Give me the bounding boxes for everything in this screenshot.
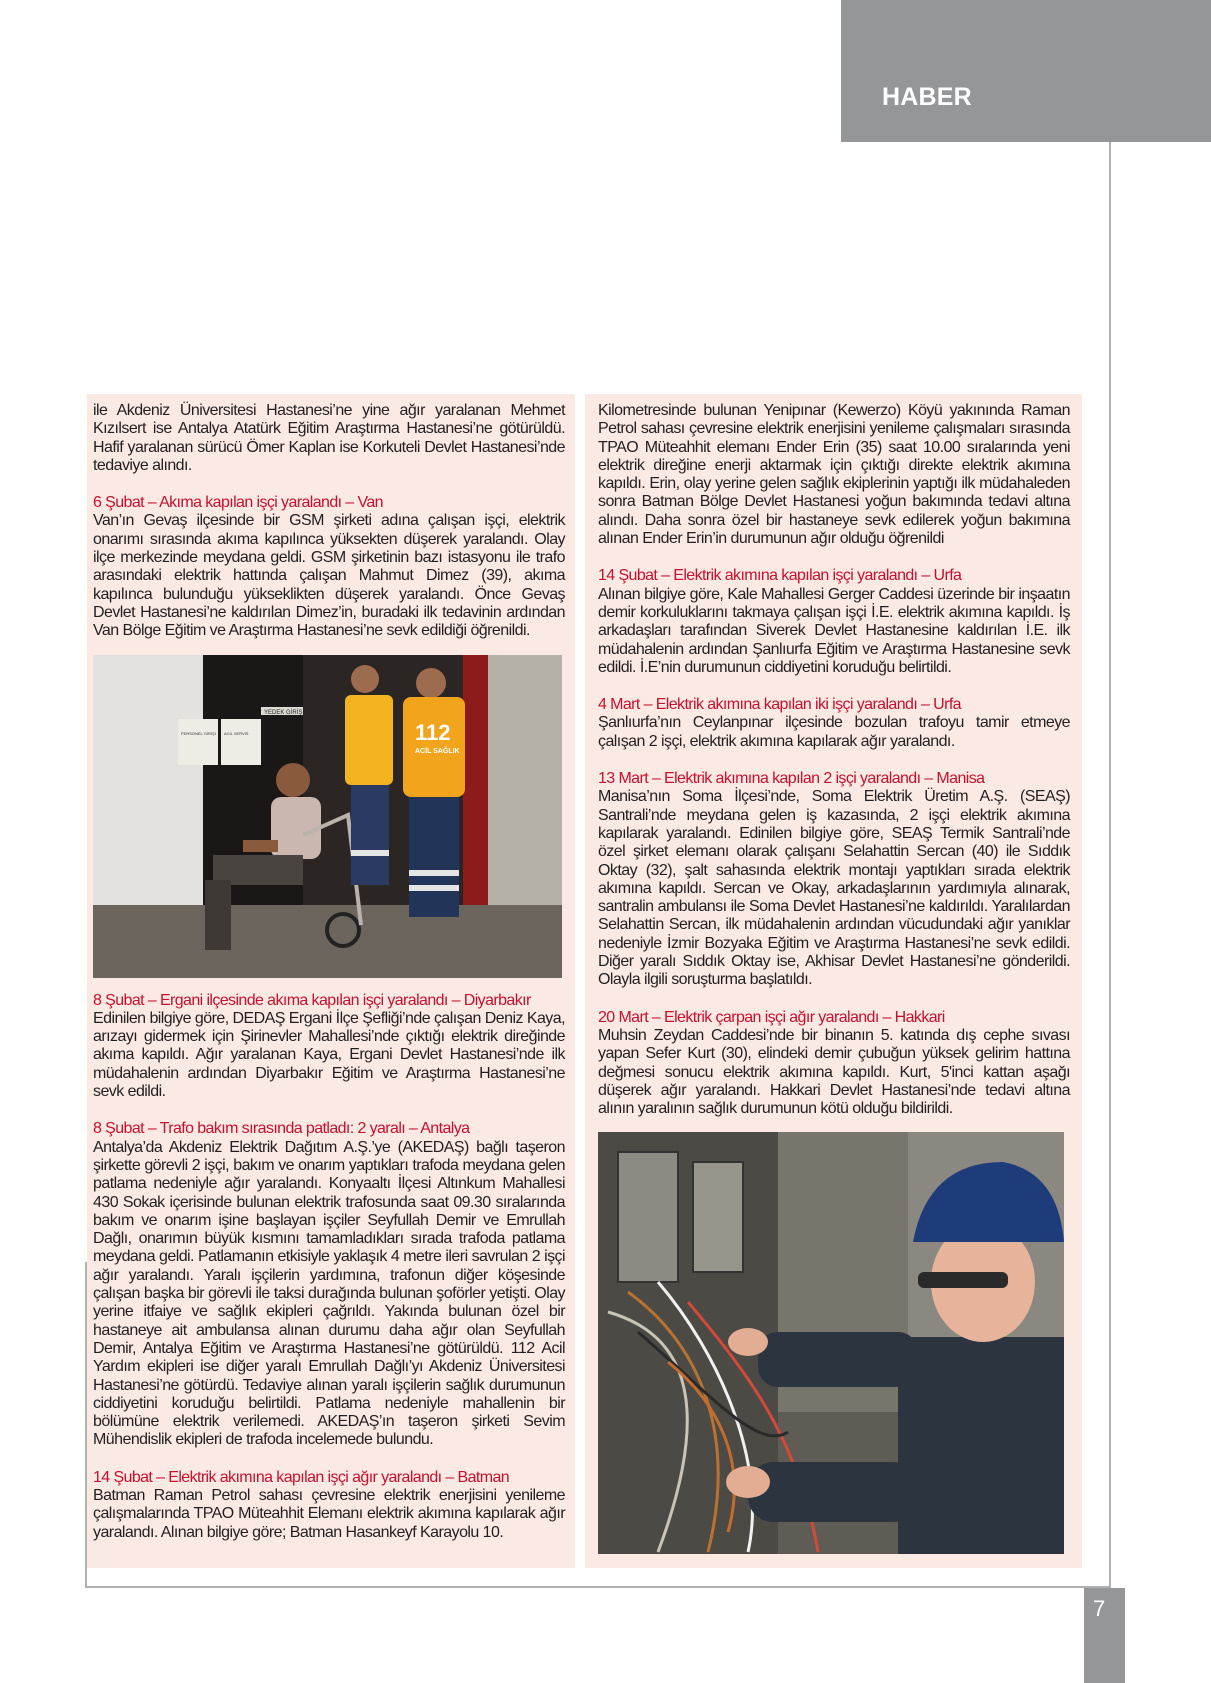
article-title-diyarbakir: 8 Şubat – Ergani ilçesinde akıma kapılan işçi yaralandı – Diyarbakır	[93, 991, 531, 1009]
article-body-manisa: Manisa’nın Soma İlçesi’nde, Soma Elektrik Üretim A.Ş. (SEAŞ) Santrali’nde meydana gelen iş kazasında, 2 işçi elektrik akımına kapılarak yaralandı. Edinilen bilgiye göre, SEAŞ Termik Santrali’nde özel şirket elemanı olarak çalışanı Selahattin Sercan (40) ile Sıddık Oktay (32), şalt sahasında elektrik montajı yaptıkları sırada elektrik akımına kapıldı. Sercan ve Okay, arkadaşlarının yardımıyla alınarak, santralin ambulansı ile Soma Devlet Hastanesi’ne kaldırıldı. Yaralılardan Selahattin Sercan, ilk müdahalenin ardından vücudundaki ağır yanıklar nedeniyle İzmir Bozyaka Eğitim ve Araştırma Hastanesi’ne sevk edildi. Diğer yaralı Sıddık Oktay ise, Akhisar Devlet Hastanesi’ne gönderildi. Olayla ilgili soruşturma başlatıldı.	[598, 788, 1070, 989]
right-border-line	[1109, 142, 1111, 1594]
photo-sign-staff: PERSONEL GİRİŞİ	[181, 730, 216, 736]
vest-acil-saglik-label: ACİL SAĞLIK	[415, 747, 460, 755]
ambulance-photo	[93, 655, 562, 978]
article-body-antalya: Antalya’da Akdeniz Elektrik Dağıtım A.Ş.’ye (AKEDAŞ) bağlı taşeron şirkette görevli 2 işçi, bakım ve onarım yaptıkları trafoda meydana gelen patlama nedeniyle ağır yaralandı. Konyaaltı İlçesi Altınkum Mahallesi 430 Sokak içerisinde bulunan elektrik trafosunda saat 09.30 sıralarında bakım ve onarım işine başlayan işçiler Seyfullah Demir ve Emrullah Dağlı, onarımın büyük kısmını tamamladıkları sırada trafoda patlama meydana geldi. Patlamanın etkisiyle yaklaşık 4 metre ileri savrulan 2 işçi ağır yaralandı. Yaralı işçilerin yardımına, trafonun diğer köşesinde çalışan başka bir görevli ile taksi durağında bulunan şoförler yetişti. Olay yerine itfaiye ve sağlık ekipleri çağrıldı. Yakında bulunan özel bir hastaneye ait ambulansa alınan durumu daha ağır olan Seyfullah Demir, Antalya Eğitim ve Araştırma Hastanesi’ne götürüldü. 112 Acil Yardım ekipleri ise diğer yaralı Emrullah Dağlı’yı Akdeniz Üniversitesi Hastanesi’ne götürdü. Tedaviye alınan yaralı işçilerin sağlık durumunun ciddiyetini koruduğu belirtildi. Patlama nedeniyle mahallenin bir bölümüne elektrik verilemedi. AKEDAŞ’ın taşeron şirketi Sevim Mühendislik ekipleri de trafoda incelemede bulundu.	[93, 1138, 565, 1449]
article-body-urfa-1: Alınan bilgiye göre, Kale Mahallesi Gerger Caddesi üzerinde bir inşaatın demir korkuluklarını takmaya çalışan işçi İ.E. elektrik akımına kapıldı. İş arkadaşları tarafından Siverek Devlet Hastanesine kaldırılan İ.E. ilk müdahalenin ardından Şanlıurfa Eğitim ve Araştırma Hastanesine sevk edildi. İ.E’nin durumunun ciddiyetini koruduğu belirtildi.	[598, 585, 1070, 676]
article-title-urfa-1: 14 Şubat – Elektrik akımına kapılan işçi yaralandı – Urfa	[598, 567, 962, 585]
article-title-batman: 14 Şubat – Elektrik akımına kapılan işçi ağır yaralandı – Batman	[93, 1468, 510, 1486]
left-column	[87, 394, 575, 1568]
ambulance-photo-illustration	[93, 655, 562, 978]
article-title-antalya: 8 Şubat – Trafo bakım sırasında patladı: 2 yaralı – Antalya	[93, 1120, 470, 1138]
vest-112-label: 112	[415, 719, 451, 745]
bottom-border-line	[85, 1586, 1111, 1588]
article-title-urfa-2: 4 Mart – Elektrik akımına kapılan iki işçi yaralandı – Urfa	[598, 696, 961, 714]
article-body-urfa-2: Şanlıurfa’nın Ceylanpınar ilçesinde bozulan trafoyu tamir etmeye çalışan 2 işçi, elektrik akımına kapılarak ağır yaralandı.	[598, 714, 1070, 750]
article-body-van: Van’ın Gevaş ilçesinde bir GSM şirketi adına çalışan işçi, elektrik onarımı sırasında akıma kapılınca yüksekten düşerek yaralandı. Olay ilçe merkezinde meydana geldi. GSM şirketinin bazı istasyonu ile trafo arasındaki elektrik hattında çalışan Mahmut Dimez (39), akıma kapılınca bulunduğu yükseklikten düşerek yaralandı. Önce Gevaş Devlet Hastanesi’ne kaldırılan Dimez’in, buradaki ilk tedavinin ardından Van Bölge Eğitim ve Araştırma Hastanesi’ne sevk edildiği öğrenildi.	[93, 512, 565, 640]
page-number-tab	[1084, 1588, 1125, 1683]
electrician-photo	[598, 1132, 1064, 1554]
section-title: HABER	[882, 83, 972, 111]
electrician-photo-illustration	[598, 1132, 1064, 1554]
article-body-batman: Batman Raman Petrol sahası çevresine elektrik enerjisini yenileme çalışmalarında TPAO Müteahhit Elemanı elektrik akımına kapılarak ağır yaralandı. Alınan bilgiye göre; Batman Hasankeyf Karayolu 10.	[93, 1486, 565, 1541]
article-body-diyarbakir: Edinilen bilgiye göre, DEDAŞ Ergani İlçe Şefliği’nde çalışan Deniz Kaya, arızayı gidermek için Şirinevler Mahallesi’nde çıktığı elektrik direğinde akıma kapıldı. Ağır yaralanan Kaya, Ergani Devlet Hastanesi’nde ilk müdahalenin ardından Diyarbakır Eğitim ve Araştırma Hastanesi’ne sevk edildi.	[93, 1009, 565, 1101]
article-title-manisa: 13 Mart – Elektrik akımına kapılan 2 işçi yaralandı – Manisa	[598, 770, 985, 788]
article-body-hakkari: Muhsin Zeydan Caddesi’nde bir binanın 5. katında dış cephe sıvası yapan Sefer Kurt (30), elindeki demir çubuğun yüksek gelirim hattına değmesi sonucu elektrik akımına kapıldı. Kurt, 5'inci kattan aşağı düşerek ağır yaralandı. Hakkari Devlet Hastanesi’nde tedavi altına alının yaralının sağlık durumunun kötü olduğu bildirildi.	[598, 1026, 1070, 1118]
photo-sign-emergency: ACİL SERVİS	[224, 730, 249, 736]
left-intro-text: ile Akdeniz Üniversitesi Hastanesi’ne yine ağır yaralanan Mehmet Kızılsert ise Antalya Atatürk Eğitim Araştırma Hastanesi’ne götürüldü. Hafif yaralanan sürücü Ömer Kaplan ise Korkuteli Devlet Hastanesi’nde tedaviye alındı.	[93, 402, 565, 474]
page-number: 7	[1093, 1596, 1106, 1621]
article-title-hakkari: 20 Mart – Elektrik çarpan işçi ağır yaralandı – Hakkari	[598, 1008, 945, 1026]
article-title-van: 6 Şubat – Akıma kapılan işçi yaralandı – Van	[93, 494, 383, 512]
right-column	[585, 394, 1082, 1568]
right-intro-text: Kilometresinde bulunan Yenipınar (Kewerzo) Köyü yakınında Raman Petrol sahası çevresine elektrik enerjisini yenileme çalışmaları sırasında TPAO Müteahhit elemanı Ender Erin (35) saat 10.00 sıralarında yeni elektrik direğine enerji aktarmak için çıktığı direkte elektrik akımına kapıldı. Erin, olay yerine gelen sağlık ekiplerinin yaptığı ilk müdahaleden sonra Batman Bölge Devlet Hastanesi yoğun bakımında tedavi altına alındı. Daha sonra özel bir hastaneye sevk edilerek yoğun bakımına alınan Ender Erin’in durumunun ağır olduğu öğrenildi	[598, 402, 1070, 548]
section-header-tab	[841, 0, 1211, 142]
photo-sign-entrance: YEDEK GİRİŞİ	[264, 709, 305, 716]
